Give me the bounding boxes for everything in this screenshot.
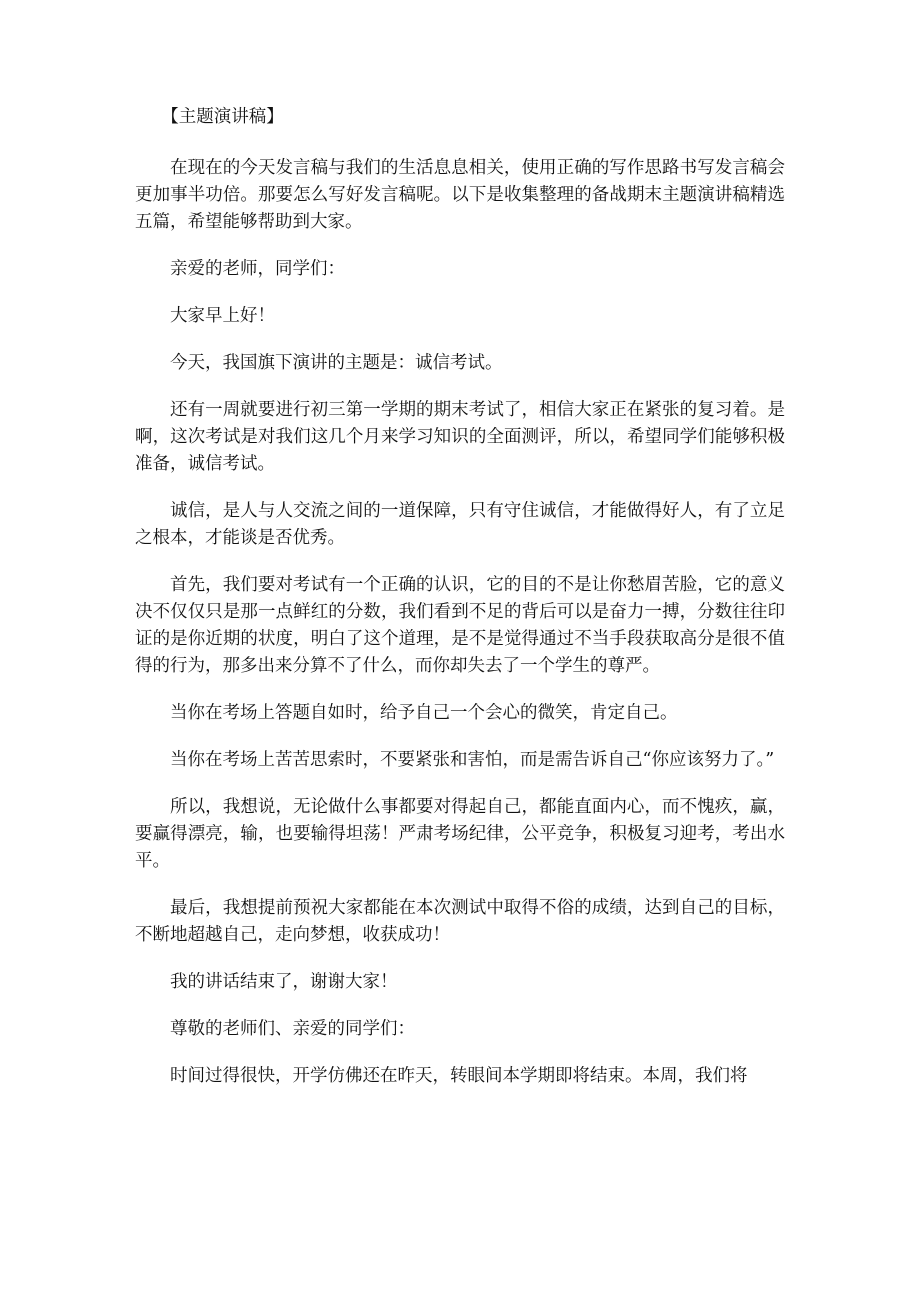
salutation: 亲爱的老师，同学们： <box>170 259 345 279</box>
document-body <box>135 104 785 1110</box>
body-paragraph: 最后，我想提前预祝大家都能在本次测试中取得不俗的成绩，达到自己的目标，不断地超越自己，走向梦想，收获成功！ <box>135 898 785 945</box>
intro-paragraph: 在现在的今天发言稿与我们的生活息息相关，使用正确的写作思路书写发言稿会更加事半功倍。那要怎么写好发言稿呢。以下是收集整理的备战期末主题演讲稿精选五篇，希望能够帮助到大家。 <box>135 158 785 232</box>
closing-line: 我的讲话结束了，谢谢大家！ <box>170 972 398 992</box>
body-paragraph: 还有一周就要进行初三第一学期的期末考试了，相信大家正在紧张的复习着。是啊，这次考试是对我们这几个月来学习知识的全面测评，所以，希望同学们能够积极准备，诚信考试。 <box>135 400 785 474</box>
body-paragraph: 当你在考场上答题自如时，给予自己一个会心的微笑，肯定自己。 <box>170 703 678 723</box>
body-paragraph: 当你在考场上苦苦思索时，不要紧张和害怕，而是需告诉自己“你应该努力了。” <box>170 750 775 770</box>
body-paragraph: 时间过得很快，开学仿佛还在昨天，转眼间本学期即将结束。本周，我们将 <box>170 1066 748 1086</box>
body-paragraph: 首先，我们要对考试有一个正确的认识，它的目的不是让你愁眉苦脸，它的意义决不仅仅只是那一点鲜红的分数，我们看到不足的背后可以是奋力一搏，分数往往印证的是你近期的状度，明白了这个道理，是不是觉得通过不当手段获取高分是很不值得的行为，那多出来分算不了什么，而你却失去了一个学生的尊严。 <box>135 575 785 676</box>
salutation-2: 尊敬的老师们、亲爱的同学们： <box>170 1019 415 1039</box>
body-paragraph: 所以，我想说，无论做什么事都要对得起自己，都能直面内心，而不愧疚，赢，要赢得漂亮，输，也要输得坦荡！严肃考场纪律，公平竞争，积极复习迎考，考出水平。 <box>135 797 785 871</box>
document-title: 【主题演讲稿】 <box>161 107 284 127</box>
speech-topic: 今天，我国旗下演讲的主题是：诚信考试。 <box>170 353 503 373</box>
body-paragraph: 诚信，是人与人交流之间的一道保障，只有守住诚信，才能做得好人，有了立足之根本，才能谈是否优秀。 <box>135 501 785 548</box>
greeting: 大家早上好！ <box>170 306 275 326</box>
